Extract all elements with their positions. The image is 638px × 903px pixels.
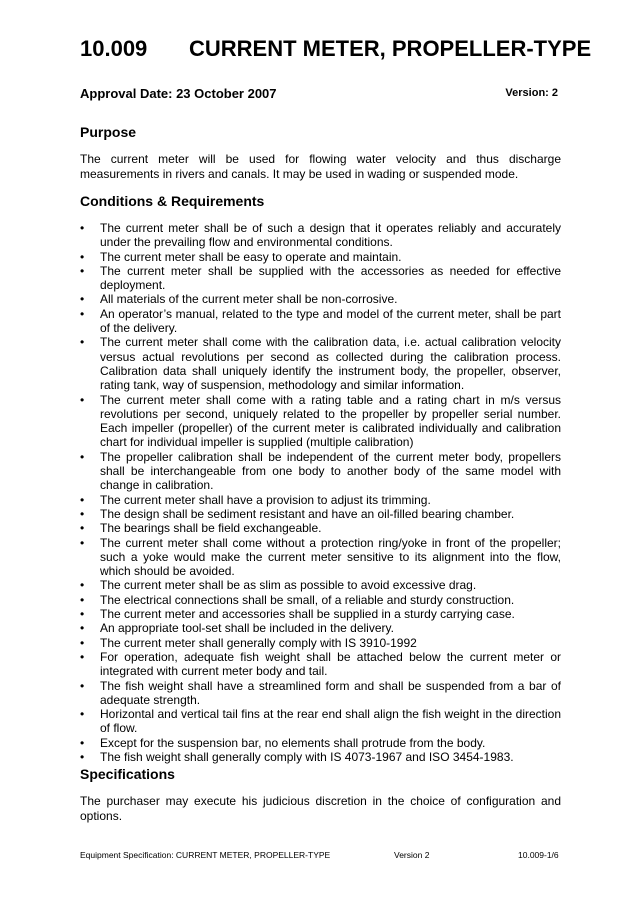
requirements-list [80, 221, 561, 764]
purpose-heading: Purpose [80, 124, 137, 140]
footer-version: Version 2 [394, 850, 430, 860]
list-item: • The current meter shall be as slim as possible to avoid excessive drag. [80, 578, 561, 592]
purpose-text: The current meter will be used for flowing water velocity and thus discharge measurements in rivers and canals. It may be used in wading or suspended mode. [80, 152, 561, 181]
list-item: • The current meter shall come with a rating table and a rating chart in m/s versus revolutions per second, uniquely related to the propeller by propeller serial number. Each impeller (propeller) of the current meter is calibrated individually and calibration chart for individual impeller is supplied (multiple calibration) [80, 393, 561, 450]
list-item: • The design shall be sediment resistant and have an oil-filled bearing chamber. [80, 507, 561, 521]
list-item: • All materials of the current meter shall be non-corrosive. [80, 292, 561, 306]
footer-page-number: 10.009-1/6 [518, 850, 559, 860]
list-item: • The current meter and accessories shall be supplied in a sturdy carrying case. [80, 607, 561, 621]
specifications-heading: Specifications [80, 766, 175, 782]
list-item: • For operation, adequate fish weight shall be attached below the current meter or integrated with current meter body and tail. [80, 650, 561, 679]
list-item: • The current meter shall have a provision to adjust its trimming. [80, 493, 561, 507]
specifications-text: The purchaser may execute his judicious discretion in the choice of configuration and options. [80, 794, 561, 823]
document-number: 10.009 [80, 36, 148, 61]
list-item: • The fish weight shall generally comply with IS 4073-1967 and ISO 3454-1983. [80, 750, 561, 764]
list-item: • An operator’s manual, related to the type and model of the current meter, shall be part of the delivery. [80, 307, 561, 336]
approval-line [80, 86, 558, 101]
conditions-heading: Conditions & Requirements [80, 193, 265, 209]
list-item: • Except for the suspension bar, no elements shall protrude from the body. [80, 736, 561, 750]
list-item: • The propeller calibration shall be independent of the current meter body, propellers shall be interchangeable from one body to another body of the same model with change in calibration. [80, 450, 561, 493]
list-item: • The fish weight shall have a streamlined form and shall be suspended from a bar of adequate strength. [80, 679, 561, 708]
list-item: • An appropriate tool-set shall be included in the delivery. [80, 621, 561, 635]
list-item: • The current meter shall generally comply with IS 3910-1992 [80, 636, 561, 650]
list-item: • The current meter shall be of such a design that it operates reliably and accurately under the prevailing flow and environmental conditions. [80, 221, 561, 250]
document-title [80, 36, 591, 62]
footer-document-title: Equipment Specification: CURRENT METER, PROPELLER-TYPE [80, 850, 331, 860]
list-item: • The current meter shall be supplied with the accessories as needed for effective deployment. [80, 264, 561, 293]
document-title-text: CURRENT METER, PROPELLER-TYPE [189, 36, 592, 61]
approval-date: Approval Date: 23 October 2007 [80, 86, 277, 101]
list-item: • The bearings shall be field exchangeable. [80, 521, 561, 535]
list-item: • The current meter shall be easy to operate and maintain. [80, 250, 561, 264]
list-item: • Horizontal and vertical tail fins at the rear end shall align the fish weight in the direction of flow. [80, 707, 561, 736]
list-item: • The current meter shall come without a protection ring/yoke in front of the propeller; such a yoke would make the current meter sensitive to its alignment into the flow, which should be avoided. [80, 536, 561, 579]
version-label: Version: 2 [505, 87, 558, 99]
list-item: • The electrical connections shall be small, of a reliable and sturdy construction. [80, 593, 561, 607]
list-item: • The current meter shall come with the calibration data, i.e. actual calibration velocity versus actual revolutions per second as collected during the calibration process. Calibration data shall uniquely identify the instrument body, the propeller, observer, rating tank, way of suspension, methodology and similar information. [80, 335, 561, 392]
